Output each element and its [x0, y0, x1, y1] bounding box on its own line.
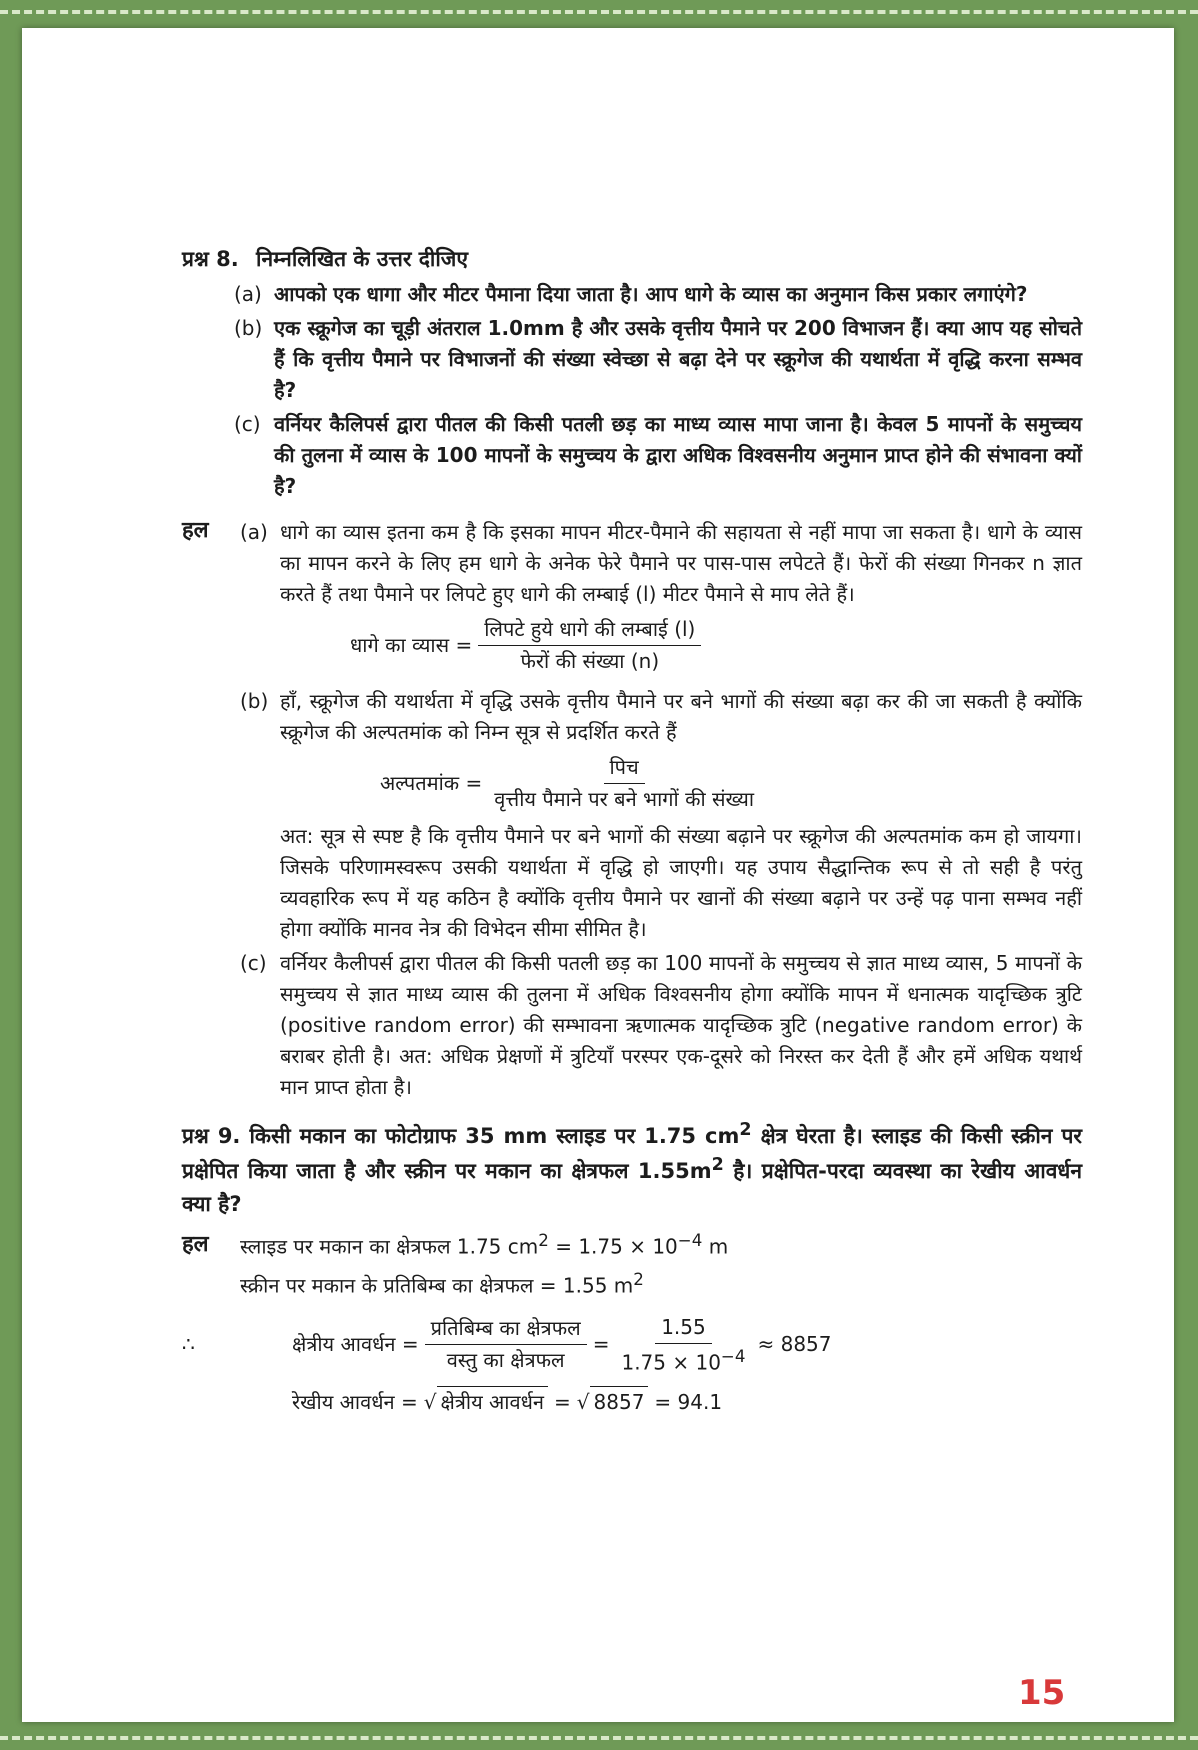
formula-2-numerator: पिच [604, 752, 645, 784]
formula-1-denominator: फेरों की संख्या (n) [520, 648, 660, 673]
question-8a-label: (a) [234, 281, 262, 306]
slide-area-exp: −4 [677, 1231, 703, 1251]
formula-4-radicand-2: 8857 [590, 1386, 649, 1418]
solution-9 [182, 1228, 1082, 1263]
page-content [182, 243, 1082, 1424]
slide-area-text: स्लाइड पर मकान का क्षेत्रफल 1.75 cm [240, 1234, 539, 1259]
formula-2-lhs: अल्पतमांक = [380, 770, 483, 795]
formula-4-sqrt-2 [577, 1386, 649, 1418]
formula-2-fraction [488, 752, 760, 815]
formula-3-lhs: क्षेत्रीय आवर्धन = [292, 1332, 419, 1357]
question-8c [234, 409, 1082, 502]
page-number: 15 [1018, 1673, 1066, 1713]
formula-3-fraction [425, 1313, 587, 1376]
question-9-text-3: है। प्रक्षेपित-परदा व्यवस्था का रेखीय आवर्धन क्या है? [182, 1159, 1082, 1216]
question-8b [234, 313, 1082, 406]
question-9-label: प्रश्न 9. [182, 1123, 241, 1148]
question-8-label: प्रश्न 8. [182, 247, 239, 271]
slide-area-line [240, 1228, 1082, 1263]
solution-8c [240, 948, 1082, 1103]
solution-8 [182, 514, 1082, 1103]
therefore-symbol: ∴ [182, 1332, 195, 1357]
formula-3-denominator: वस्तु का क्षेत्रफल [446, 1348, 565, 1373]
formula-3-fraction-2 [615, 1312, 751, 1379]
formula-3-numerator: प्रतिबिम्ब का क्षेत्रफल [425, 1313, 587, 1345]
linear-magnification-formula [292, 1386, 1082, 1418]
bottom-border [0, 1736, 1198, 1740]
screen-area-text: स्क्रीन पर मकान के प्रतिबिम्ब का क्षेत्रफल = 1.55 m [240, 1273, 634, 1298]
slide-area-value: = 1.75 × 10 [548, 1234, 678, 1259]
question-8b-text: एक स्क्रूगेज का चूड़ी अंतराल 1.0mm है और उसके वृत्तीय पैमाने पर 200 विभाजन हैं। क्या आप यह सोचते हैं कि वृत्तीय पैमाने पर विभाजनों की संख्या स्वेच्छा से बढ़ा देने पर स्क्रूगेज की यथार्थता में वृद्धि करना सम्भव है? [274, 315, 1082, 402]
question-8-heading [182, 243, 1082, 276]
solution-8b-label: (b) [240, 688, 269, 713]
sqrt-icon: √ [576, 1389, 590, 1414]
question-9-text-2: क्षेत्र घेरता है। स्लाइड की किसी स्क्रीन पर प्रक्षेपित किया जाता है और स्क्रीन पर मकान का क्षेत्रफल 1.55m [182, 1123, 1083, 1184]
question-9 [182, 1117, 1082, 1221]
screen-area-line [182, 1267, 1082, 1302]
sqrt-icon: √ [423, 1389, 437, 1414]
slide-area-unit: m [702, 1234, 729, 1259]
question-9-sup-2: 2 [711, 1155, 724, 1176]
question-8-title: निम्नलिखित के उत्तर दीजिए [256, 247, 468, 271]
formula-1-numerator: लिपटे हुये धागे की लम्बाई (l) [478, 614, 701, 646]
solution-8b [240, 686, 1082, 945]
solution-8c-text: वर्नियर कैलीपर्स द्वारा पीतल की किसी पतली छड़ का 100 मापनों के समुच्चय से ज्ञात माध्य व्यास, 5 मापनों के समुच्चय से ज्ञात माध्य व्यास की तुलना में अधिक विश्वसनीय होगा क्योंकि मापन में धनात्मक यादृच्छिक त्रुटि (positive random error) की सम्भावना ऋणात्मक यादृच्छिक त्रुटि (negative random error) के बराबर होती है। अत: अधिक प्रेक्षणों में त्रुटियाँ परस्पर एक-दूसरे को निरस्त कर देती हैं और हमें अधिक यथार्थ मान प्राप्त होता है। [280, 950, 1082, 1099]
formula-4-lhs: रेखीय आवर्धन = [292, 1389, 418, 1414]
solution-8a-label: (a) [240, 519, 268, 544]
formula-4-equals: = [554, 1389, 571, 1414]
question-8b-label: (b) [234, 315, 263, 340]
question-8a-text: आपको एक धागा और मीटर पैमाना दिया जाता है। आप धागे के व्यास का अनुमान किस प्रकार लगाएंगे? [274, 281, 1028, 306]
solution-8-label: हल [182, 517, 209, 543]
formula-3-numerator-2: 1.55 [655, 1312, 712, 1344]
formula-3-denominator-2-exp: −4 [720, 1346, 746, 1366]
thread-diameter-formula [350, 614, 1082, 677]
question-9-text-1: किसी मकान का फोटोग्राफ 35 mm स्लाइड पर 1.75 cm [249, 1123, 740, 1148]
formula-3-result: ≈ 8857 [757, 1332, 832, 1357]
question-9-sup-1: 2 [739, 1119, 752, 1140]
solution-8c-label: (c) [240, 950, 267, 975]
formula-4-sqrt-1 [424, 1386, 548, 1418]
solution-8a [240, 517, 1082, 683]
solution-9-label: हल [182, 1232, 209, 1258]
solution-8a-text: धागे का व्यास इतना कम है कि इसका मापन मीटर-पैमाने की सहायता से नहीं मापा जा सकता है। धागे के व्यास का मापन करने के लिए हम धागे के अनेक फेरे पैमाने पर पास-पास लपेटते हैं। फेरों की संख्या गिनकर n ज्ञात करते हैं तथा पैमाने पर लिपटे हुए धागे की लम्बाई (l) मीटर पैमाने से माप लेते हैं। [280, 519, 1082, 606]
formula-1-lhs: धागे का व्यास = [350, 632, 473, 657]
slide-area-sup: 2 [538, 1231, 549, 1251]
question-8c-label: (c) [234, 411, 261, 436]
least-count-formula [380, 752, 1082, 815]
formula-4-result: = 94.1 [654, 1389, 723, 1414]
area-magnification-formula [182, 1312, 1082, 1379]
formula-3-equals: = [592, 1332, 610, 1357]
question-8a [234, 279, 1082, 310]
screen-area-sup: 2 [633, 1269, 644, 1289]
formula-2-denominator: वृत्तीय पैमाने पर बने भागों की संख्या [494, 786, 754, 811]
book-page [22, 28, 1174, 1722]
formula-4-radicand-1: क्षेत्रीय आवर्धन [437, 1386, 548, 1418]
solution-8b-text: हाँ, स्क्रूगेज की यथार्थता में वृद्धि उसके वृत्तीय पैमाने पर बने भागों की संख्या बढ़ा कर की जा सकती है क्योंकि स्क्रूगेज की अल्पतमांक को निम्न सूत्र से प्रदर्शित करते हैं [280, 688, 1082, 744]
top-border [0, 10, 1198, 14]
formula-1-fraction [478, 614, 701, 677]
solution-8b-explanation: अत: सूत्र से स्पष्ट है कि वृत्तीय पैमाने पर बने भागों की संख्या बढ़ाने पर स्क्रूगेज की अल्पतमांक कम हो जायगा। जिसके परिणामस्वरूप उसकी यथार्थता में वृद्धि हो जाएगी। यह उपाय सैद्धान्तिक रूप से तो सही है परंतु व्यवहारिक रूप में यह कठिन है क्योंकि वृत्तीय पैमाने पर खानों की संख्या बढ़ाने पर उन्हें पढ़ पाना सम्भव नहीं होगा क्योंकि मानव नेत्र की विभेदन सीमा सीमित है। [280, 823, 1082, 941]
question-8c-text: वर्नियर कैलिपर्स द्वारा पीतल की किसी पतली छड़ का माध्य व्यास मापा जाना है। केवल 5 मापनों के समुच्चय की तुलना में व्यास के 100 मापनों के समुच्चय के द्वारा अधिक विश्वसनीय अनुमान प्राप्त होने की संभावना क्यों है? [274, 411, 1082, 498]
formula-3-denominator-2: 1.75 × 10 [621, 1350, 721, 1375]
